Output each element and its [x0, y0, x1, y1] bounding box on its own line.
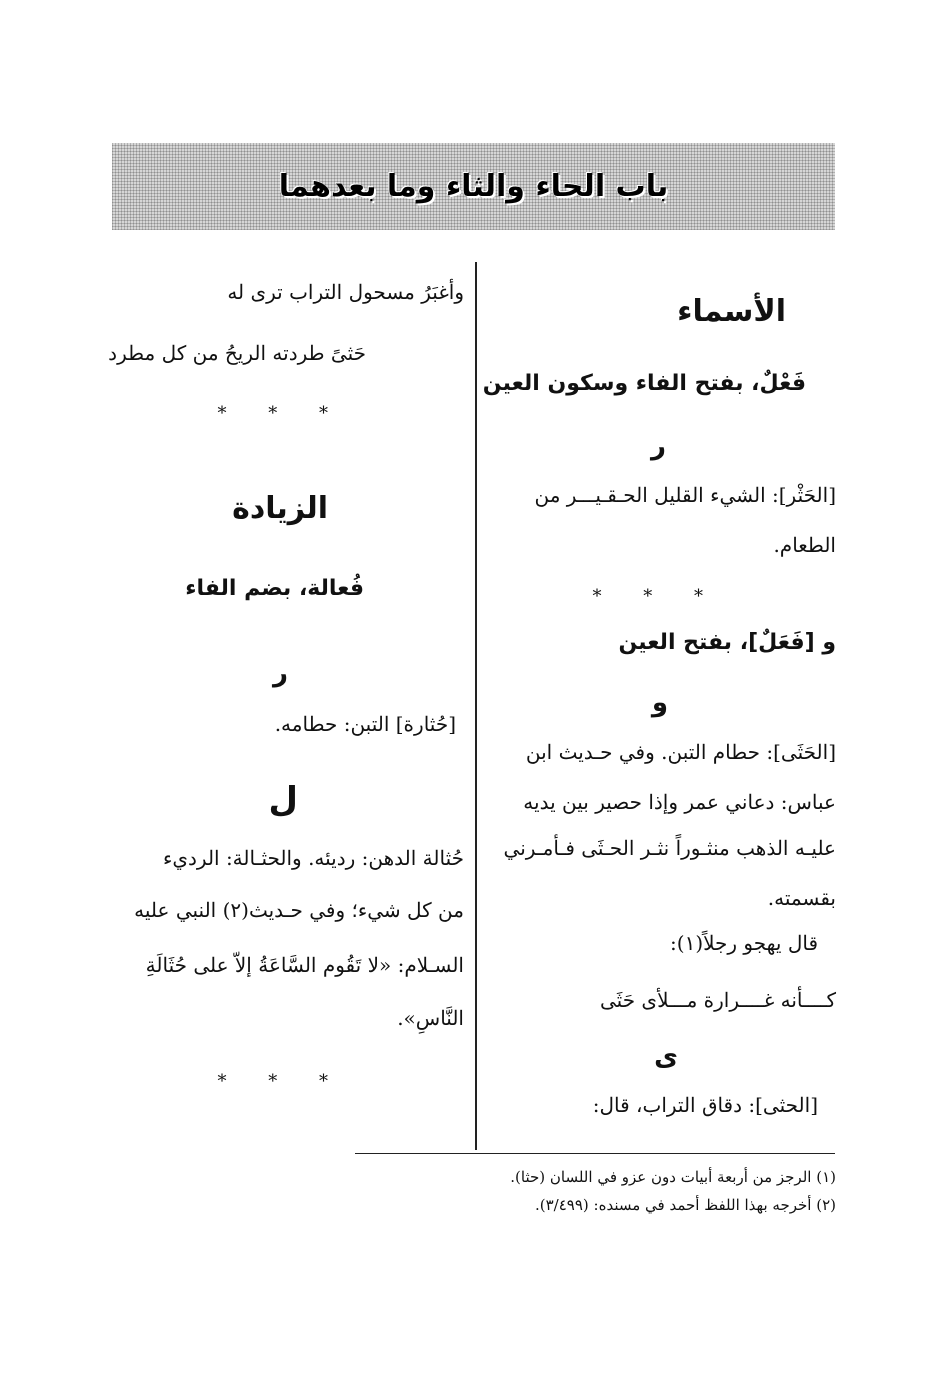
- left-verse-line1: وأغبَرُ مسحول التراب ترى له: [227, 280, 464, 304]
- verse-right: كــــأنه غــــرارة مـــلأى حَثَى: [600, 988, 836, 1012]
- entry-huthara: [حُثارة] التبن: حطامه.: [274, 712, 456, 736]
- stars-separator-right: * * *: [592, 586, 721, 607]
- left-verse-line2: حَثىً طردته الريحُ من كل مطرد: [108, 341, 366, 365]
- entry-huthala-line1: حُثالة الدهن: رديئه. والحثـالة: الرديء: [162, 846, 464, 870]
- column-divider: [475, 262, 477, 1150]
- left-heading: الزيادة: [232, 491, 328, 526]
- entry-hathy-line1: [الحثى]: دقاق التراب، قال:: [592, 1093, 818, 1117]
- letter-l-left: ل: [268, 780, 298, 820]
- entry-huthala-line2: من كل شيء؛ وفي حـديث(٢) النبي عليه: [134, 898, 464, 922]
- verse-intro: قال يهجو رجلاً(١):: [670, 931, 818, 955]
- entry-hathr-line2: الطعام.: [773, 533, 836, 557]
- footnote-1: (١) الرجز من أربعة أبيات دون عزو في اللسان (حثا).: [510, 1168, 836, 1186]
- letter-r-left: ر: [273, 658, 288, 688]
- entry-hatha-line4: بقسمته.: [767, 886, 836, 910]
- footnote-2: (٢) أخرجه بهذا اللفظ أحمد في مسنده: (٣/٤٩٩).: [535, 1196, 836, 1214]
- right-subheading-1: فَعْلٌ، بفتح الفاء وسكون العين: [482, 371, 806, 396]
- footnote-rule: [355, 1153, 835, 1154]
- entry-hatha-line1: [الحَثَى]: حطام التبن. وفي حـديث ابن: [525, 740, 836, 764]
- entry-hatha-line2: عباس: دعاني عمر وإذا حصير بين يديه: [523, 790, 836, 814]
- entry-huthala-line4: النَّاسِ».: [397, 1006, 464, 1030]
- stars-separator-left-2: * * *: [217, 1071, 346, 1092]
- letter-w-right: و: [651, 688, 668, 718]
- chapter-banner: [112, 143, 835, 230]
- stars-separator-left-1: * * *: [217, 403, 346, 424]
- left-subheading: فُعالة، بضم الفاء: [185, 576, 364, 601]
- chapter-title: باب الحاء والثاء وما بعدهما: [278, 169, 669, 204]
- entry-hathr-line1: [الحَثْر]: الشيء القليل الحـقـيـــر من: [534, 483, 836, 507]
- right-subheading-2: و [فَعَلٌ]، بفتح العين: [618, 630, 836, 655]
- letter-r-right: ر: [651, 431, 666, 461]
- entry-hatha-line3: عليـه الذهب منثـوراً نثـر الحـثَى فـأمـرني: [503, 836, 836, 860]
- entry-huthala-line3: السـلام: «لا تَقُوم السَّاعَةُ إلاّ على حُثَالَةِ: [145, 953, 464, 977]
- letter-y-right: ى: [654, 1042, 678, 1072]
- right-heading: الأسماء: [677, 294, 786, 329]
